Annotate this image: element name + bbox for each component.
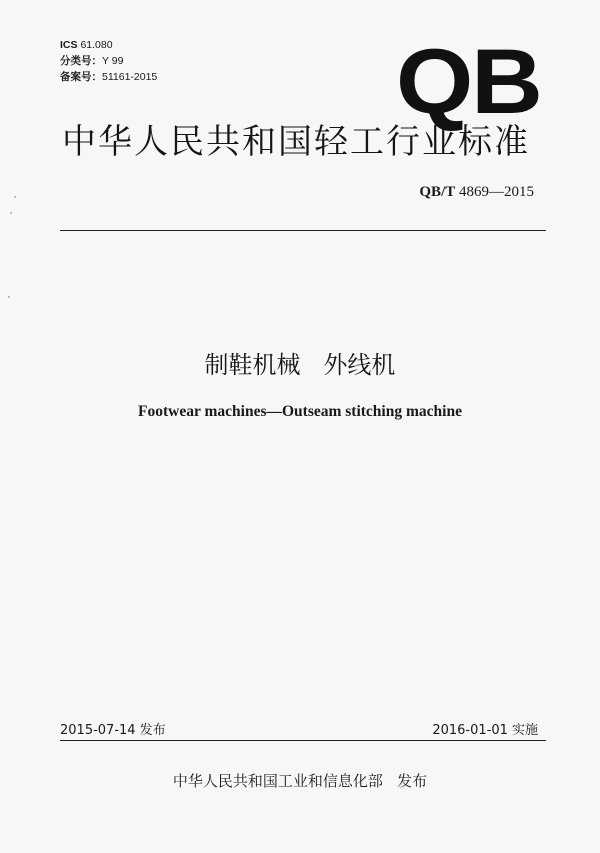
ics-code bbox=[60, 37, 113, 53]
publisher: 中华人民共和国工业和信息化部 发布 bbox=[172, 772, 428, 790]
ics-value: 61.080 bbox=[80, 39, 113, 51]
english-title: Footwear machines—Outseam stitching machine bbox=[138, 403, 462, 420]
qb-logo: QB bbox=[396, 31, 541, 133]
record-number bbox=[60, 69, 157, 85]
category-code bbox=[60, 53, 123, 69]
record-value: 51161-2015 bbox=[102, 71, 158, 83]
standard-number-prefix: QB/T bbox=[419, 184, 456, 200]
issue-date: 2015-07-14 发布 bbox=[60, 723, 166, 738]
scan-speck bbox=[8, 296, 10, 298]
footer-divider bbox=[60, 740, 546, 741]
scan-speck bbox=[14, 196, 16, 198]
implement-date: 2016-01-01 实施 bbox=[432, 723, 538, 738]
category-value: Y 99 bbox=[102, 55, 124, 67]
standard-number bbox=[419, 184, 534, 201]
scan-speck bbox=[10, 212, 12, 214]
chinese-title: 制鞋机械 外线机 bbox=[204, 351, 396, 379]
category-label: 分类号： bbox=[60, 55, 102, 67]
standard-title: 中华人民共和国轻工行业标准 bbox=[62, 122, 530, 162]
ics-label: ICS bbox=[60, 39, 78, 51]
header-divider bbox=[60, 230, 546, 231]
standard-number-value: 4869—2015 bbox=[459, 184, 534, 200]
record-label: 备案号： bbox=[60, 71, 102, 83]
